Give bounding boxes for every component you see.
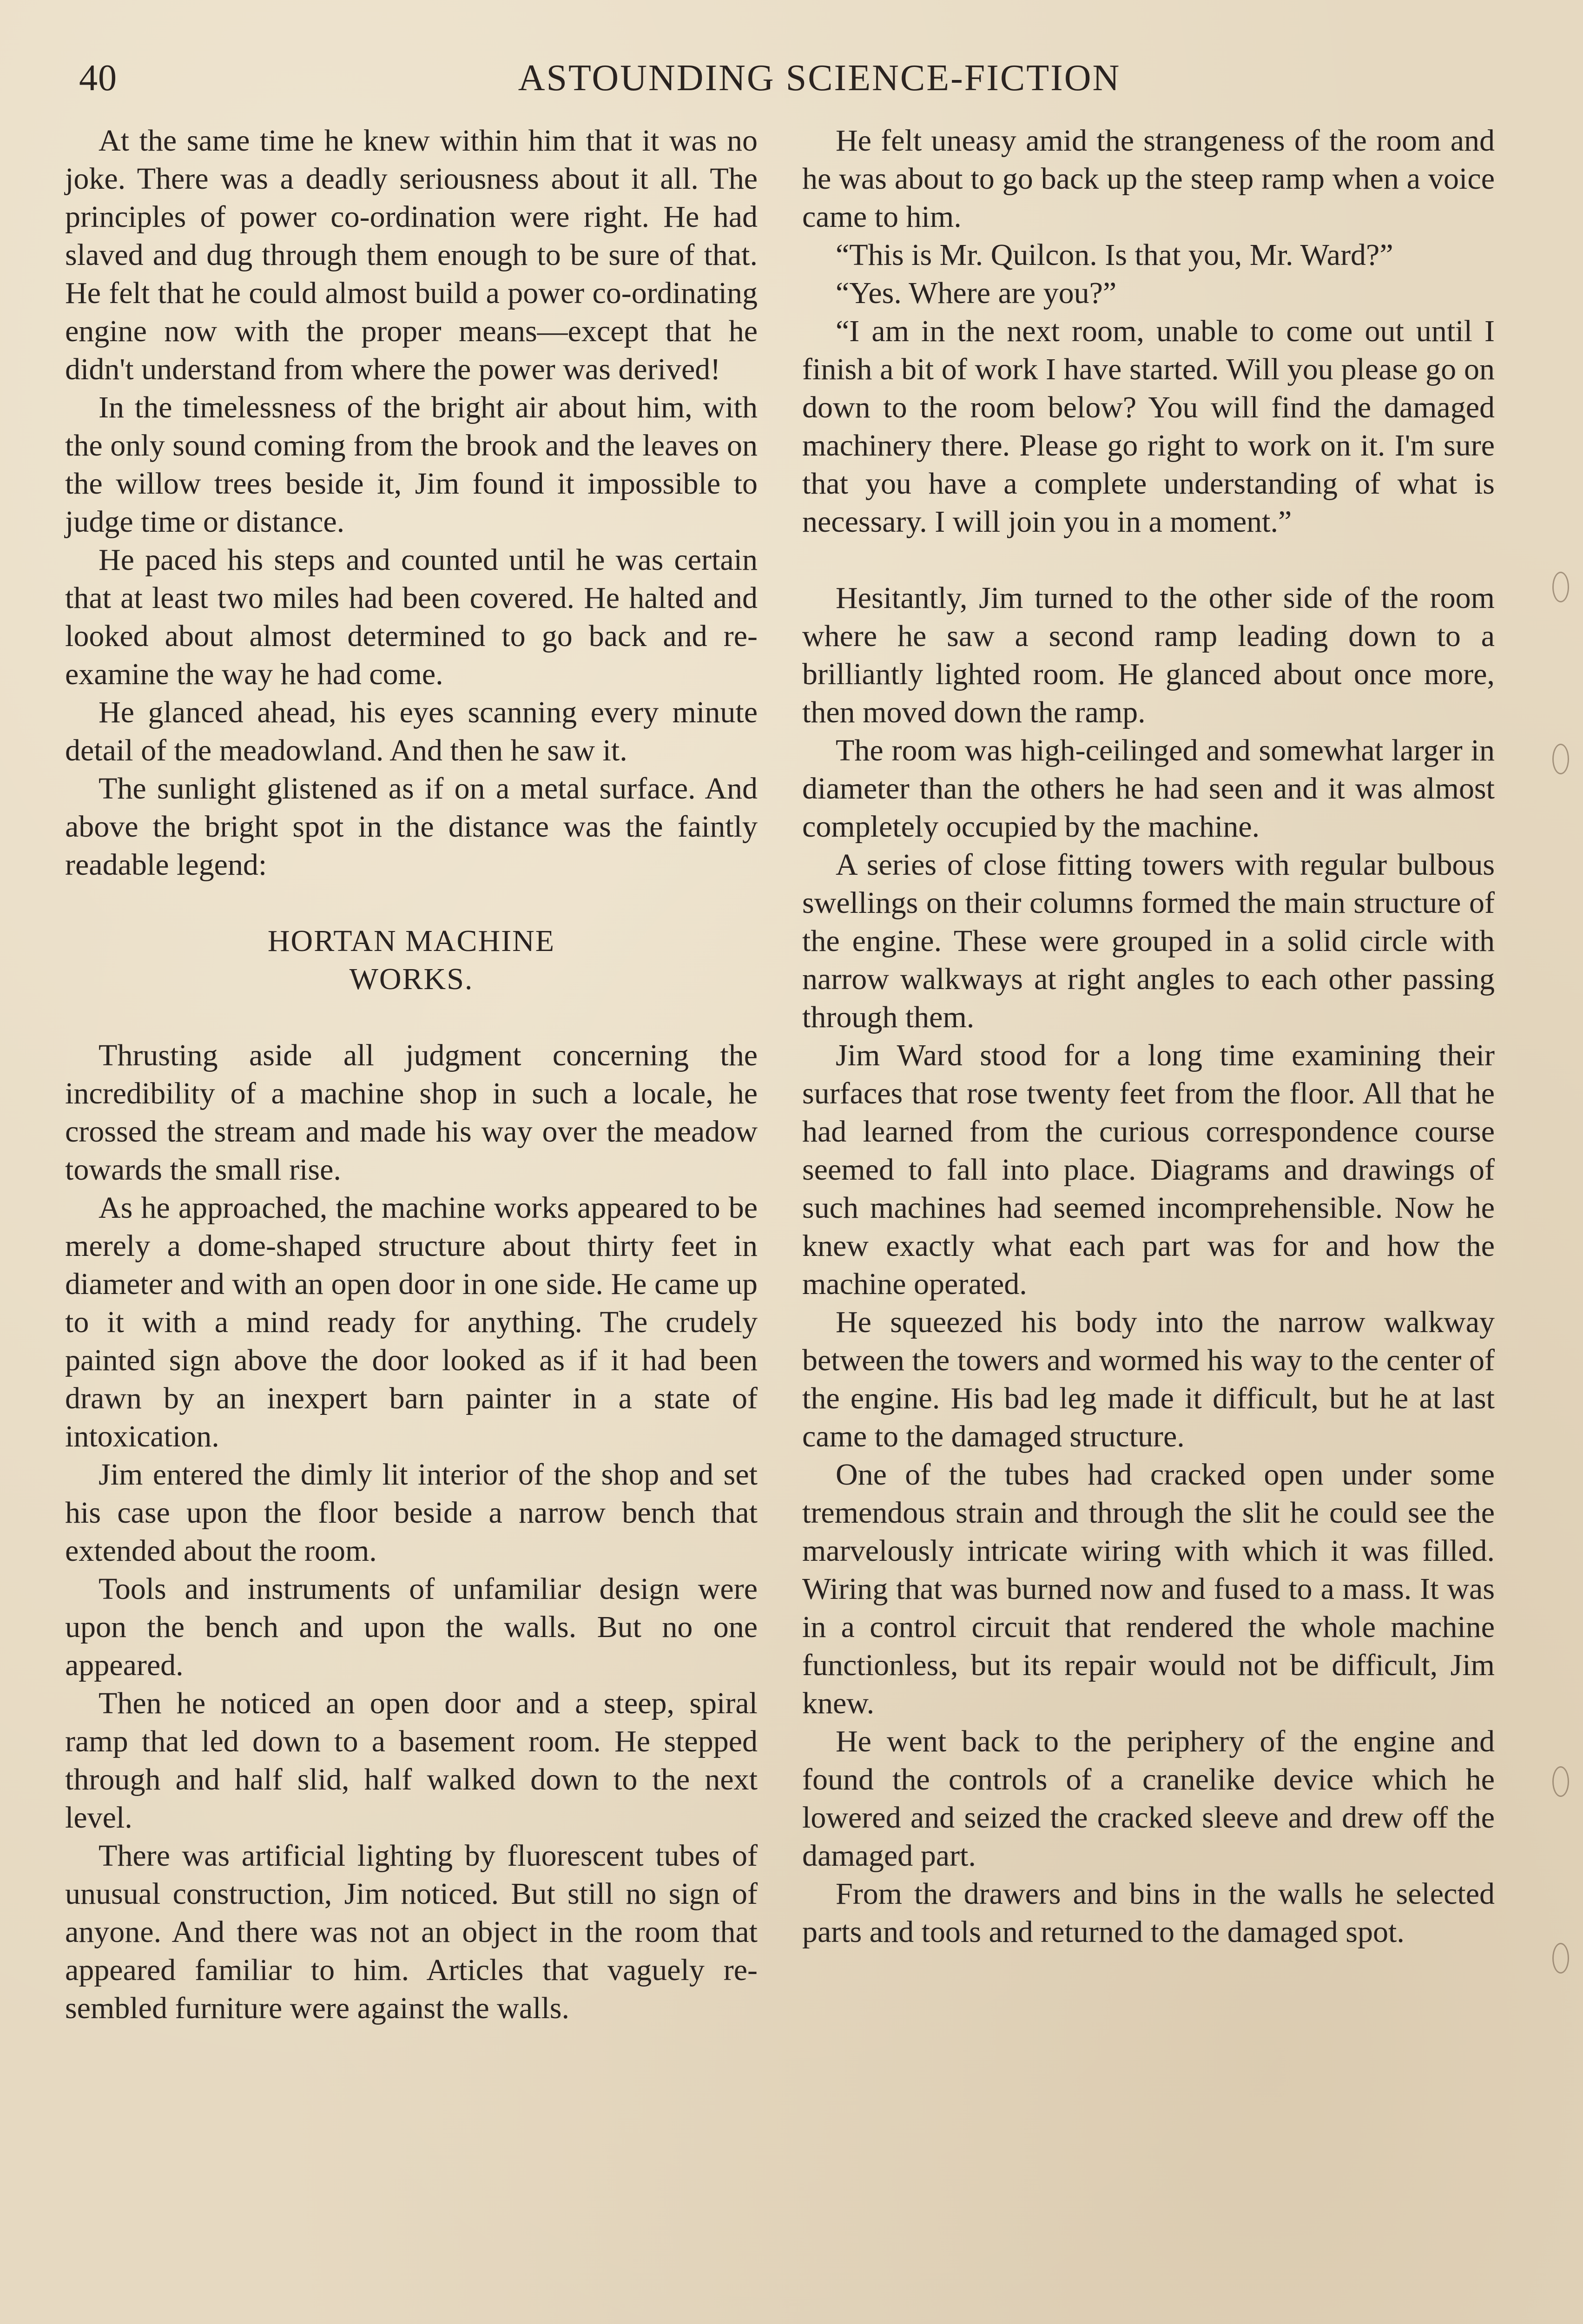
paragraph: Hesitantly, Jim turned to the other side of the room where he saw a second ramp leading down to a brilliantly lighted room. He glanced about once more, then moved down the ramp. (802, 581, 1495, 729)
sign-legend (65, 922, 758, 998)
sign-legend-line: WORKS. (349, 962, 474, 996)
paragraph: Then he noticed an open door and a steep, spiral ramp that led down to a basement room. He stepped through and half slid, half walked down to the next level. (65, 1686, 758, 1835)
staple-hole-mark (1552, 1766, 1569, 1797)
paragraph: He squeezed his body into the narrow walkway between the towers and wormed his way to the center of the engine. His bad leg made it difficult, but he at last came to the damaged structure. (802, 1305, 1495, 1453)
paragraph: Tools and instruments of unfamiliar design were upon the bench and upon the walls. But no one appeared. (65, 1572, 758, 1682)
paragraph: Jim entered the dimly lit interior of the shop and set his case upon the floor beside a narrow bench that extended about the room. (65, 1458, 758, 1568)
page-number: 40 (79, 58, 117, 99)
paragraph: One of the tubes had cracked open under some tremendous strain and through the slit he could see the marvelously intricate wiring with which it was filled. Wiring that was burned now and fused to a mass. It was in a control circuit that rendered the whole machine functionless, but its repair would not be difficult, Jim knew. (802, 1458, 1495, 1720)
left-column (65, 122, 758, 2027)
paragraph: The room was high-ceilinged and somewhat larger in diameter than the others he had seen and it was almost completely occupied by the machine. (802, 733, 1495, 844)
paragraph: The sunlight glistened as if on a metal surface. And above the bright spot in the distance was the faintly readable legend: (65, 772, 758, 882)
paragraph: As he approached, the machine works appeared to be merely a dome-shaped structure about thirty feet in diameter and with an open door in one side. He came up to it with a mind ready for anything. The crudely painted sign above the door looked as if it had been drawn by an inexpert barn painter in a state of intoxication. (65, 1191, 758, 1453)
right-column (802, 122, 1495, 1951)
staple-hole-mark (1552, 572, 1569, 602)
paragraph: He went back to the periphery of the engine and found the controls of a cranelike device which he lowered and seized the cracked sleeve and drew off the damaged part. (802, 1724, 1495, 1873)
paragraph: A series of close fitting towers with regular bulbous swellings on their columns formed the main structure of the engine. These were grouped in a solid circle with narrow walkways at right angles to each other passing through them. (802, 848, 1495, 1034)
paragraph: At the same time he knew within him that it was no joke. There was a deadly seriousness about it all. The principles of power co-ordination were right. He had slaved and dug through them enough to be sure of that. He felt that he could almost build a power co-ordinating engine now with the proper means—except that he didn't understand from where the power was derived! (65, 124, 758, 386)
paragraph: “This is Mr. Quilcon. Is that you, Mr. Ward?” (836, 238, 1393, 272)
staple-hole-mark (1552, 744, 1569, 774)
paragraph: There was artificial lighting by fluorescent tubes of unusual construction, Jim noticed. But still no sign of anyone. And there was not an object in the room that appeared familiar to him. Articles that vaguely resembled furniture were against the walls. (65, 1839, 758, 2025)
paragraph: “I am in the next room, unable to come out until I finish a bit of work I have started. Will you please go on down to the room below? You will find the damaged machinery there. Please go right to work on it. I'm sure that you have a complete understanding of what is necessary. I will join you in a moment.” (802, 314, 1495, 539)
paragraph: Jim Ward stood for a long time examining their surfaces that rose twenty feet from the floor. All that he had learned from the curious correspondence course seemed to fall into place. Diagrams and drawings of such machines had seemed incomprehensible. Now he knew exactly what each part was for and how the machine operated. (802, 1038, 1495, 1301)
sign-legend-line: HORTAN MACHINE (267, 924, 555, 958)
staple-hole-mark (1552, 1943, 1569, 1974)
paragraph: He glanced ahead, his eyes scanning every minute detail of the meadowland. And then he saw it. (65, 695, 758, 767)
paragraph: In the timelessness of the bright air about him, with the only sound coming from the brook and the leaves on the willow trees beside it, Jim found it impossible to judge time or distance. (65, 390, 758, 539)
paragraph: He paced his steps and counted until he was certain that at least two miles had been covered. He halted and looked about almost determined to go back and re-examine the way he had come. (65, 543, 758, 691)
paragraph: “Yes. Where are you?” (836, 276, 1117, 310)
paragraph: From the drawers and bins in the walls he selected parts and tools and returned to the damaged spot. (802, 1877, 1495, 1949)
paragraph: Thrusting aside all judgment concerning the incredibility of a machine shop in such a locale, he crossed the stream and made his way over the meadow towards the small rise. (65, 1038, 758, 1187)
running-head-title: ASTOUNDING SCIENCE-FICTION (518, 58, 1121, 99)
paragraph: He felt uneasy amid the strangeness of the room and he was about to go back up the steep ramp when a voice came to him. (802, 124, 1495, 234)
